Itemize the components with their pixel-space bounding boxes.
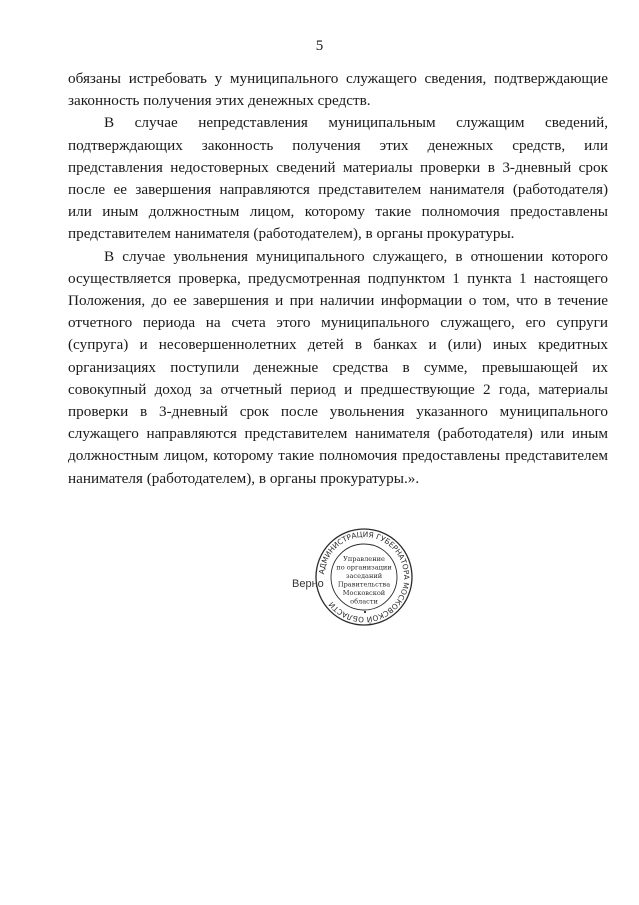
stamp-line-4: Правительства xyxy=(337,580,391,589)
stamp-inner-text xyxy=(336,555,392,606)
stamp-line-5: Московской xyxy=(342,589,386,597)
paragraph-2: В случае непредставления муниципальным служащим сведений, подтверждающих законность получения этих денежных средств, или представления недостоверных сведений материалы проверки в 3-дневный срок после ее завершения направляются представителем нанимателя (работодателя) или иным должностным лицом, которому такие полномочия предоставлены представителем нанимателя (работодателем), в органы прокуратуры. xyxy=(68,114,608,243)
stamp-line-1: Управление xyxy=(343,555,385,563)
stamp-seal-icon xyxy=(314,527,414,627)
stamp-line-2: по организации xyxy=(336,563,392,572)
stamp-line-6: области xyxy=(350,597,378,606)
page-number: 5 xyxy=(315,38,324,54)
paragraph-1: обязаны истребовать у муниципального служащего сведения, подтверждающие законность получения этих денежных средств. xyxy=(68,70,608,110)
official-stamp xyxy=(314,527,414,627)
document-body xyxy=(68,68,608,490)
stamp-dot xyxy=(364,611,366,613)
paragraph-3: В случае увольнения муниципального служащего, в отношении которого осуществляется проверка, предусмотренная подпунктом 1 пункта 1 настоящего Положения, до ее завершения и при наличии информации о том, что в течение отчетного периода на счета этого муниципального служащего, его супруги (супруга) и несовершеннолетних детей в банках и (или) иных кредитных организациях поступили денежные средства в сумме, превышающей их совокупный доход за отчетный период и предшествующие 2 года, материалы проверки в 3-дневный срок после увольнения указанного муниципального служащего направляются представителем нанимателя (работодателя) или иным должностным лицом, которому такие полномочия предоставлены представителем нанимателя (работодателем), в органы прокуратуры.». xyxy=(68,247,608,487)
stamp-line-3: заседаний xyxy=(345,572,383,580)
stamp-outer-textpath: АДМИНИСТРАЦИЯ ГУБЕРНАТОРА МОСКОВСКОЙ ОБЛАСТИ xyxy=(317,529,412,625)
certification-mark: Верно xyxy=(292,578,324,590)
